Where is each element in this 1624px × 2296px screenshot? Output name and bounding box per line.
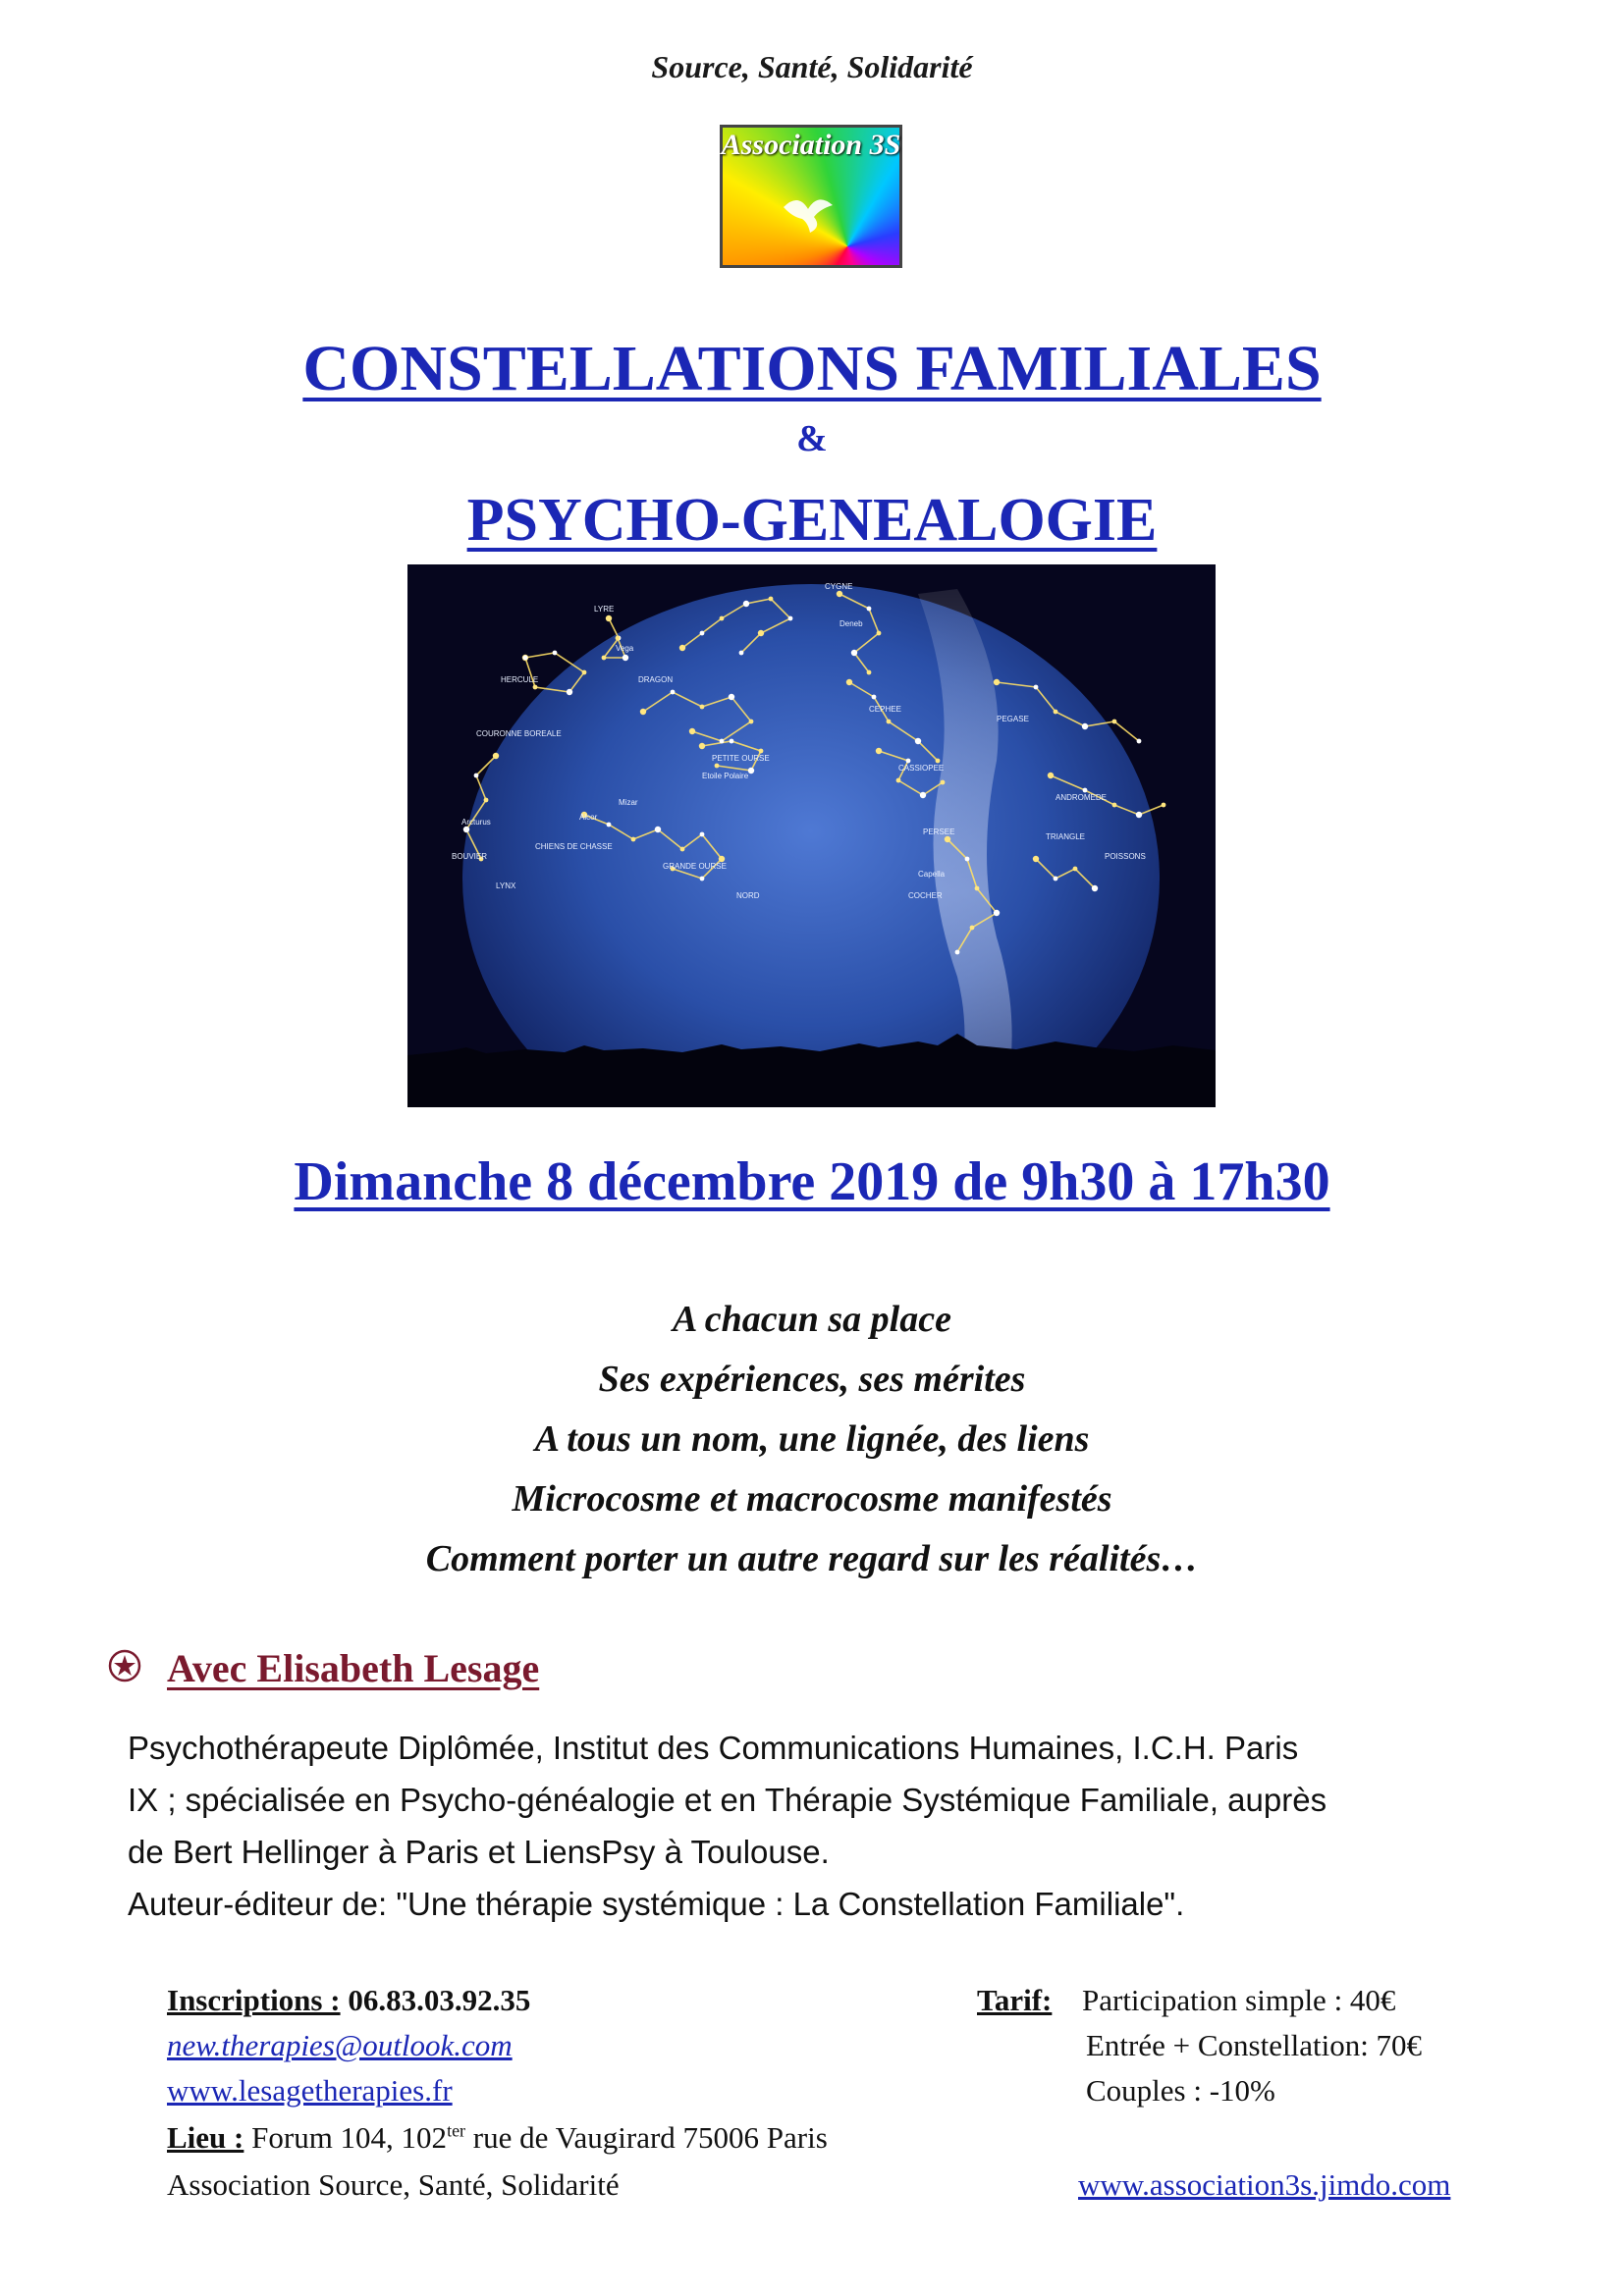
sky-star — [1034, 685, 1039, 690]
main-title: CONSTELLATIONS FAMILIALES — [302, 333, 1322, 404]
sky-star — [769, 597, 774, 602]
sky-star — [1092, 885, 1098, 891]
venue-address: Forum 104, $102^{ter}$ rue de Vaugirard 75006 Paris — [251, 2120, 828, 2155]
sky-star — [484, 798, 489, 803]
phone-number: 06.83.03.92.35 — [348, 1983, 531, 2017]
email-link[interactable]: new.therapies@outlook.com — [167, 2028, 513, 2062]
sky-star — [872, 695, 877, 700]
sky-star — [640, 709, 646, 715]
sky-label: NORD — [736, 891, 760, 900]
sky-star — [463, 827, 469, 832]
sky-star — [715, 764, 720, 769]
sky-label: Mizar — [619, 798, 638, 807]
sky-label: Arcturus — [461, 818, 491, 827]
sky-star — [877, 631, 882, 636]
sky-label: Etoile Polaire — [702, 772, 749, 780]
sky-star — [1033, 856, 1039, 862]
sky-star — [1112, 803, 1117, 808]
sky-label: COURONNE BOREALE — [476, 729, 562, 738]
sky-star — [1073, 867, 1078, 872]
sky-star — [700, 832, 705, 837]
sky-star — [1054, 877, 1058, 881]
sky-star — [655, 827, 661, 832]
star-map-image — [407, 564, 1216, 1107]
tagline: Source, Santé, Solidarité — [651, 49, 973, 84]
sky-label: COCHER — [908, 891, 943, 900]
sky-star — [671, 690, 676, 695]
sky-star — [1162, 803, 1166, 808]
sky-star — [876, 748, 882, 754]
sky-star — [965, 857, 970, 862]
sky-star — [1082, 723, 1088, 729]
sky-label: ANDROMEDE — [1056, 793, 1108, 802]
sky-star — [474, 774, 479, 778]
sky-star — [739, 651, 744, 656]
sky-star — [700, 705, 705, 710]
verse-line: Microcosme et macrocosme manifestés — [512, 1478, 1112, 1520]
sky-star — [533, 685, 538, 690]
sky-star — [1136, 812, 1142, 818]
sky-star — [743, 601, 749, 607]
logo-text: Association 3S — [721, 129, 901, 161]
verse-line: Comment porter un autre regard sur les réalités… — [425, 1538, 1199, 1579]
sky-star — [867, 607, 872, 612]
sky-star — [567, 689, 572, 695]
sky-star — [1112, 720, 1117, 724]
price-item: Entrée + Constellation: 70€ — [1086, 2028, 1423, 2062]
bio-line: Psychothérapeute Diplômée, Institut des Communications Humaines, I.C.H. Paris — [128, 1730, 1299, 1766]
sky-star — [700, 631, 705, 636]
sky-star — [1054, 710, 1058, 715]
association-name: Association Source, Santé, Solidarité — [167, 2167, 620, 2202]
verse-line: A chacun sa place — [673, 1299, 951, 1340]
sky-label: LYRE — [594, 605, 615, 614]
sky-label: CASSIOPEE — [898, 764, 945, 773]
sky-label: Alcor — [579, 813, 598, 822]
sky-star — [493, 753, 499, 759]
title-ampersand: & — [796, 418, 828, 459]
sky-star — [699, 743, 705, 749]
sky-star — [955, 950, 960, 955]
sub-title: PSYCHO-GENEALOGIE — [466, 487, 1158, 554]
price-item: Participation simple : 40€ — [1082, 1983, 1396, 2017]
sky-star — [970, 926, 975, 931]
sky-label: CYGNE — [825, 582, 853, 591]
sky-label: Deneb — [839, 619, 863, 628]
website-link[interactable]: www.lesagetherapies.fr — [167, 2073, 453, 2108]
sky-label: CHIENS DE CHASSE — [535, 842, 613, 851]
sky-label: LYNX — [496, 881, 516, 890]
sky-star — [720, 739, 725, 744]
sky-star — [920, 792, 926, 798]
sky-star — [867, 670, 872, 675]
venue-label: Lieu : — [167, 2120, 244, 2155]
sky-label: HERCULE — [501, 675, 539, 684]
sky-label: CEPHEE — [869, 705, 901, 714]
inscriptions-label: Inscriptions : — [167, 1983, 341, 2017]
sky-star — [679, 645, 685, 651]
dove-icon — [779, 187, 838, 237]
sky-star — [602, 656, 607, 661]
inscriptions-row — [167, 1983, 530, 2018]
sky-star — [915, 738, 921, 744]
sky-star — [689, 728, 695, 734]
sky-star — [616, 636, 621, 641]
star-map-svg — [407, 564, 1216, 1107]
sky-star — [837, 591, 842, 597]
sky-star — [523, 656, 528, 661]
sky-star — [680, 847, 685, 852]
sky-star — [606, 615, 612, 621]
sky-star — [1048, 773, 1054, 778]
star-icon — [108, 1649, 141, 1682]
sky-star — [1137, 739, 1142, 744]
speaker-name: Avec Elisabeth Lesage — [167, 1646, 540, 1690]
sky-label: PEGASE — [997, 715, 1029, 723]
sky-label: DRAGON — [638, 675, 674, 684]
sky-star — [994, 679, 1000, 685]
sky-star — [553, 651, 558, 656]
sky-star — [720, 616, 725, 621]
sky-label: Capella — [918, 870, 946, 879]
sky-star — [887, 720, 892, 724]
verse-line: Ses expériences, ses mérites — [598, 1359, 1026, 1400]
sky-star — [607, 823, 612, 828]
sky-star — [945, 836, 950, 842]
bio-line: de Bert Hellinger à Paris et LiensPsy à Toulouse. — [128, 1834, 830, 1870]
sky-star — [936, 759, 941, 764]
sky-star — [975, 886, 980, 891]
bio-line: IX ; spécialisée en Psycho-généalogie et en Thérapie Systémique Familiale, auprès — [128, 1782, 1327, 1818]
sky-star — [759, 749, 764, 754]
sky-label: Vega — [616, 644, 634, 653]
sky-star — [623, 655, 628, 661]
sky-label: PETITE OURSE — [712, 754, 770, 763]
bio-line: Auteur-éditeur de: "Une thérapie systémique : La Constellation Familiale". — [128, 1886, 1185, 1922]
sky-star — [758, 630, 764, 636]
association-website-link[interactable]: www.association3s.jimdo.com — [1078, 2167, 1451, 2202]
verse-line: A tous un nom, une lignée, des liens — [534, 1418, 1090, 1460]
sky-star — [582, 670, 587, 675]
sky-label: GRANDE OURSE — [663, 862, 727, 871]
sky-star — [941, 780, 946, 785]
sky-label: BOUVIER — [452, 852, 488, 861]
sky-star — [730, 739, 734, 744]
sky-label: TRIANGLE — [1046, 832, 1086, 841]
sky-star — [994, 910, 1000, 916]
sky-star — [896, 778, 901, 783]
sky-star — [749, 720, 754, 724]
association-logo — [720, 125, 902, 268]
sky-star — [729, 694, 734, 700]
sky-star — [851, 650, 857, 656]
pricing-label: Tarif: — [977, 1983, 1053, 2017]
sky-star — [700, 877, 705, 881]
sky-star — [906, 759, 911, 764]
venue-row — [167, 2120, 828, 2156]
sky-star — [631, 837, 636, 842]
sky-star — [748, 768, 754, 774]
sky-star — [1083, 788, 1088, 793]
sky-label: POISSONS — [1105, 852, 1146, 861]
sky-label: PERSEE — [923, 828, 955, 836]
price-item: Couples : -10% — [1086, 2073, 1275, 2108]
event-date: Dimanche 8 décembre 2019 de 9h30 à 17h30 — [294, 1151, 1330, 1212]
sky-star — [788, 616, 793, 621]
sky-star — [846, 679, 852, 685]
